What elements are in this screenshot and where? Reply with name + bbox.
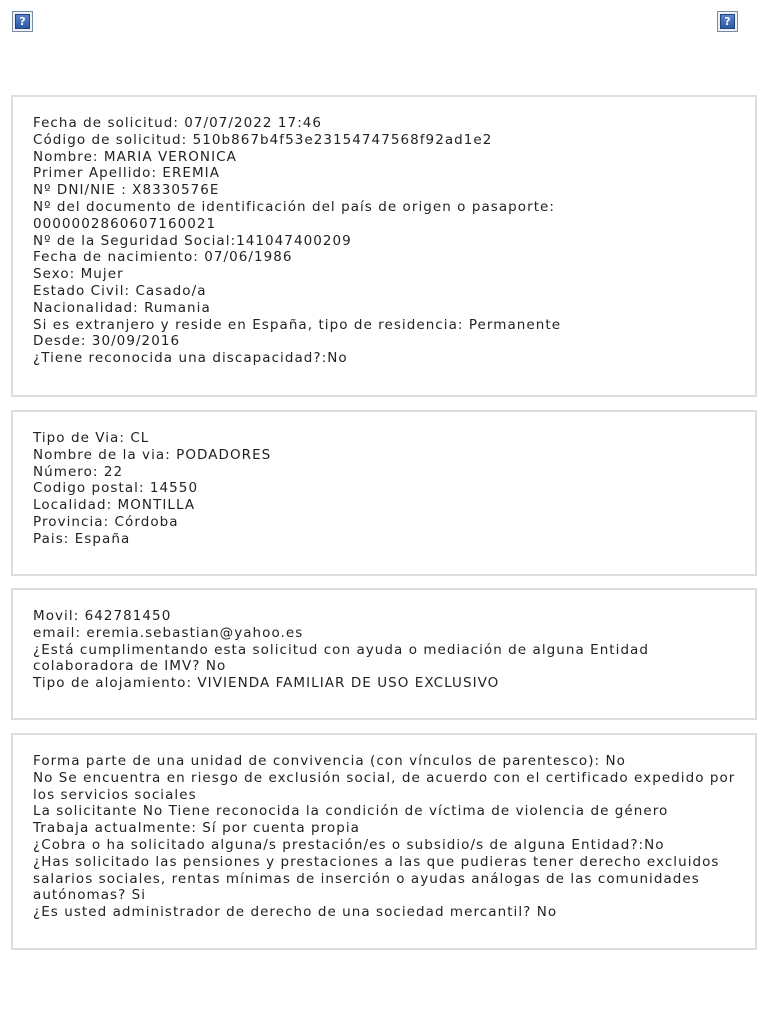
postal-code: Codigo postal: 14550 xyxy=(33,480,199,497)
dni-nie: Nº DNI/NIE : X8330576E xyxy=(33,182,220,199)
street-number: Número: 22 xyxy=(33,463,124,480)
mobile-phone: Movil: 642781450 xyxy=(33,608,172,624)
origin-document-label: Nº del documento de identificación del país de origen o pasaporte: xyxy=(33,198,556,215)
sex: Sexo: Mujer xyxy=(33,266,124,283)
social-security-number: Nº de la Seguridad Social:141047400209 xyxy=(33,232,352,249)
birth-date: Fecha de nacimiento: 07/06/1986 xyxy=(33,249,293,266)
contact-panel xyxy=(11,588,757,720)
country: Pais: España xyxy=(33,530,131,547)
gender-violence-victim: La solicitante No Tiene reconocida la condición de víctima de violencia de género xyxy=(33,803,669,820)
nationality: Nacionalidad: Rumania xyxy=(33,299,211,316)
address-panel xyxy=(11,410,757,576)
street-name: Nombre de la via: PODADORES xyxy=(33,446,272,463)
situation-panel xyxy=(11,733,757,950)
first-name: Nombre: MARIA VERONICA xyxy=(33,148,237,165)
street-type: Tipo de Via: CL xyxy=(33,430,150,446)
cohabitation-unit: Forma parte de una unidad de convivencia (con vínculos de parentesco): No xyxy=(33,753,626,769)
province: Provincia: Córdoba xyxy=(33,513,179,530)
company-administrator-question: ¿Es usted administrador de derecho de una sociedad mercantil? No xyxy=(33,904,558,921)
mediation-entity-question: ¿Está cumplimentando esta solicitud con ayuda o mediación de alguna Entidad colaboradora de IMV? No xyxy=(33,641,650,675)
benefits-question: ¿Cobra o ha solicitado alguna/s prestación/es o subsidio/s de alguna Entidad?:No xyxy=(33,836,665,853)
help-button-left[interactable] xyxy=(12,11,33,32)
email: email: eremia.sebastian@yahoo.es xyxy=(33,624,304,641)
personal-data-panel xyxy=(11,95,757,397)
origin-document-number: 0000002860607160021 xyxy=(33,215,217,232)
housing-type: Tipo de alojamiento: VIVIENDA FAMILIAR DE USO EXCLUSIVO xyxy=(33,675,500,692)
application-date: Fecha de solicitud: 07/07/2022 17:46 xyxy=(33,115,323,131)
application-code: Código de solicitud: 510b867b4f53e23154747568f92ad1e2 xyxy=(33,131,493,148)
locality: Localidad: MONTILLA xyxy=(33,497,196,514)
social-exclusion-risk: No Se encuentra en riesgo de exclusión social, de acuerdo con el certificado expedido por los servicios sociales xyxy=(33,769,736,803)
help-button-right[interactable] xyxy=(717,11,738,32)
employment-status: Trabaja actualmente: Sí por cuenta propia xyxy=(33,820,360,837)
pensions-question: ¿Has solicitado las pensiones y prestaciones a las que pudieras tener derecho excluidos salarios sociales, rentas mínimas de inserción o ayudas análogas de las comunidades autónomas? Si xyxy=(33,853,720,904)
civil-status: Estado Civil: Casado/a xyxy=(33,282,207,299)
residence-type: Si es extranjero y reside en España, tipo de residencia: Permanente xyxy=(33,316,562,333)
residence-since: Desde: 30/09/2016 xyxy=(33,333,181,350)
help-question-icon: ? xyxy=(15,14,30,29)
help-question-icon: ? xyxy=(720,14,735,29)
first-surname: Primer Apellido: EREMIA xyxy=(33,165,220,182)
disability-status: ¿Tiene reconocida una discapacidad?:No xyxy=(33,350,348,367)
